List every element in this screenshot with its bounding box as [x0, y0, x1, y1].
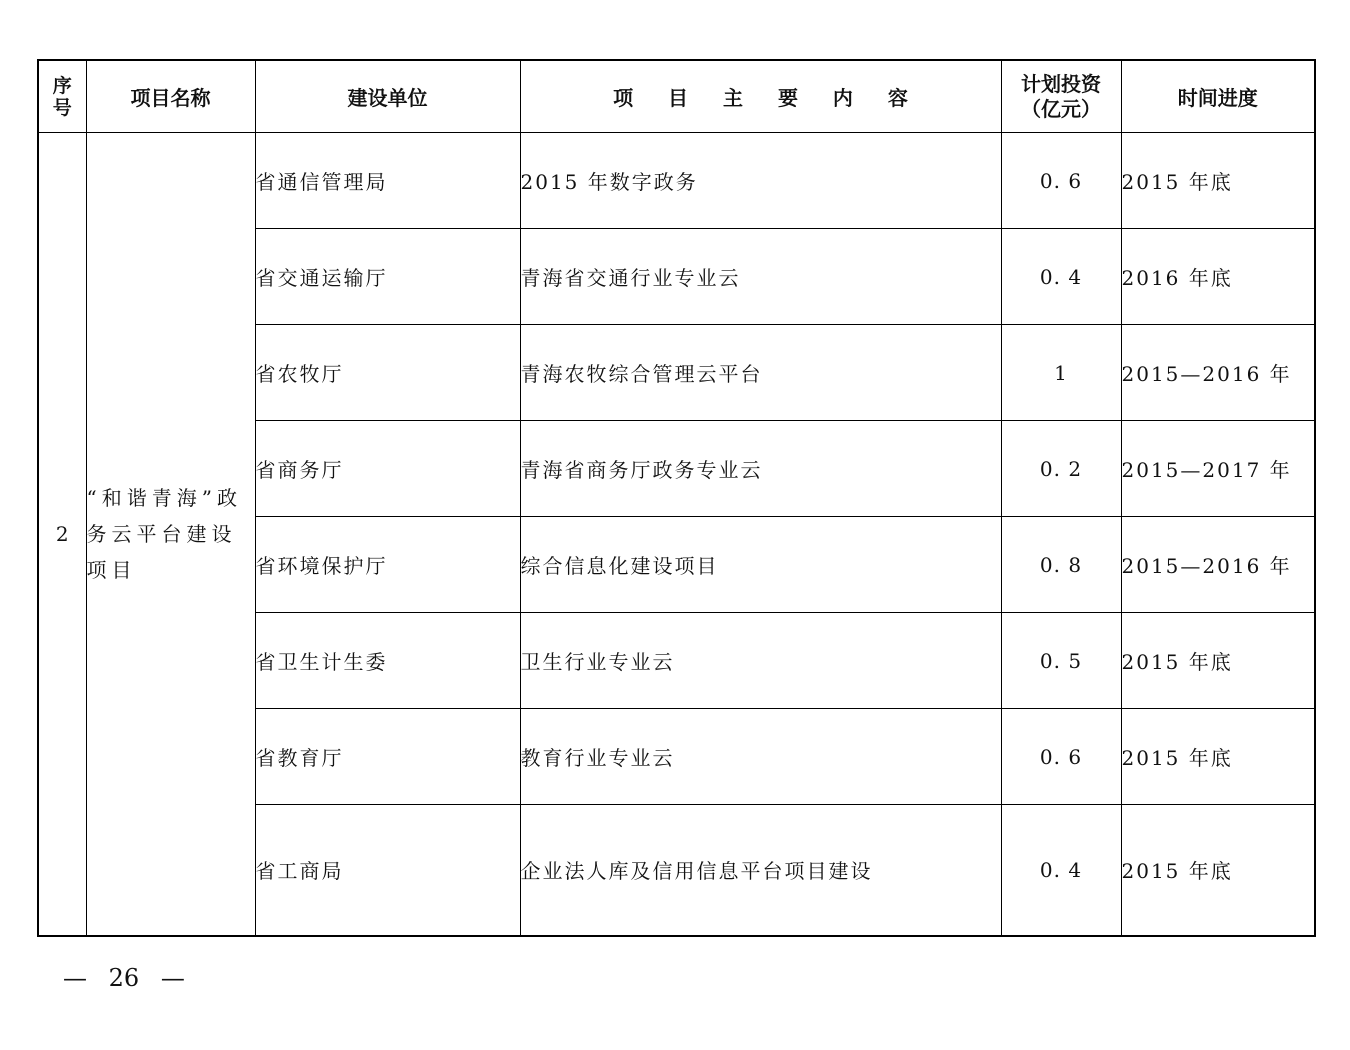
page-number-dash-right: — — [160, 964, 185, 992]
unit-cell: 省工商局 — [255, 805, 520, 936]
content-cell: 青海农牧综合管理云平台 — [520, 325, 1001, 421]
time-cell: 2015 年底 — [1121, 133, 1315, 229]
seq-cell: 2 — [38, 133, 86, 936]
time-cell: 2015 年底 — [1121, 805, 1315, 936]
investment-cell: 1 — [1001, 325, 1121, 421]
unit-cell: 省农牧厅 — [255, 325, 520, 421]
page-number — [63, 964, 185, 992]
unit-cell: 省交通运输厅 — [255, 229, 520, 325]
table-body — [38, 133, 1315, 936]
content-cell: 教育行业专业云 — [520, 709, 1001, 805]
header-investment — [1001, 60, 1121, 133]
header-seq-text: 序号 — [52, 74, 72, 119]
page-number-dash-left: — — [63, 964, 87, 992]
time-cell: 2015—2016 年 — [1121, 325, 1315, 421]
project-table — [37, 59, 1316, 937]
header-unit: 建设单位 — [255, 60, 520, 133]
content-cell: 企业法人库及信用信息平台项目建设 — [520, 805, 1001, 936]
investment-cell: 0. 8 — [1001, 517, 1121, 613]
header-investment-line1: 计划投资 — [1021, 71, 1101, 96]
investment-cell: 0. 4 — [1001, 229, 1121, 325]
header-investment-line2: （亿元） — [1021, 96, 1101, 121]
table-row — [38, 133, 1315, 229]
header-seq — [38, 60, 86, 133]
time-cell: 2015 年底 — [1121, 709, 1315, 805]
content-cell: 卫生行业专业云 — [520, 613, 1001, 709]
investment-cell: 0. 5 — [1001, 613, 1121, 709]
investment-cell: 0. 4 — [1001, 805, 1121, 936]
content-cell: 青海省交通行业专业云 — [520, 229, 1001, 325]
unit-cell: 省教育厅 — [255, 709, 520, 805]
content-cell: 综合信息化建设项目 — [520, 517, 1001, 613]
unit-cell: 省环境保护厅 — [255, 517, 520, 613]
time-cell: 2016 年底 — [1121, 229, 1315, 325]
investment-cell: 0. 2 — [1001, 421, 1121, 517]
unit-cell: 省卫生计生委 — [255, 613, 520, 709]
time-cell: 2015—2016 年 — [1121, 517, 1315, 613]
investment-cell: 0. 6 — [1001, 133, 1121, 229]
investment-cell: 0. 6 — [1001, 709, 1121, 805]
header-content — [520, 60, 1001, 133]
header-row — [38, 60, 1315, 133]
header-content-text: 项 目 主 要 内 容 — [613, 86, 922, 110]
time-cell: 2015 年底 — [1121, 613, 1315, 709]
header-time: 时间进度 — [1121, 60, 1315, 133]
content-cell: 2015 年数字政务 — [520, 133, 1001, 229]
content-cell: 青海省商务厅政务专业云 — [520, 421, 1001, 517]
page-number-value: 26 — [108, 964, 140, 992]
time-cell: 2015—2017 年 — [1121, 421, 1315, 517]
header-project-name: 项目名称 — [86, 60, 255, 133]
unit-cell: 省商务厅 — [255, 421, 520, 517]
project-name-cell: “和谐青海”政务云平台建设项目 — [86, 133, 255, 936]
unit-cell: 省通信管理局 — [255, 133, 520, 229]
